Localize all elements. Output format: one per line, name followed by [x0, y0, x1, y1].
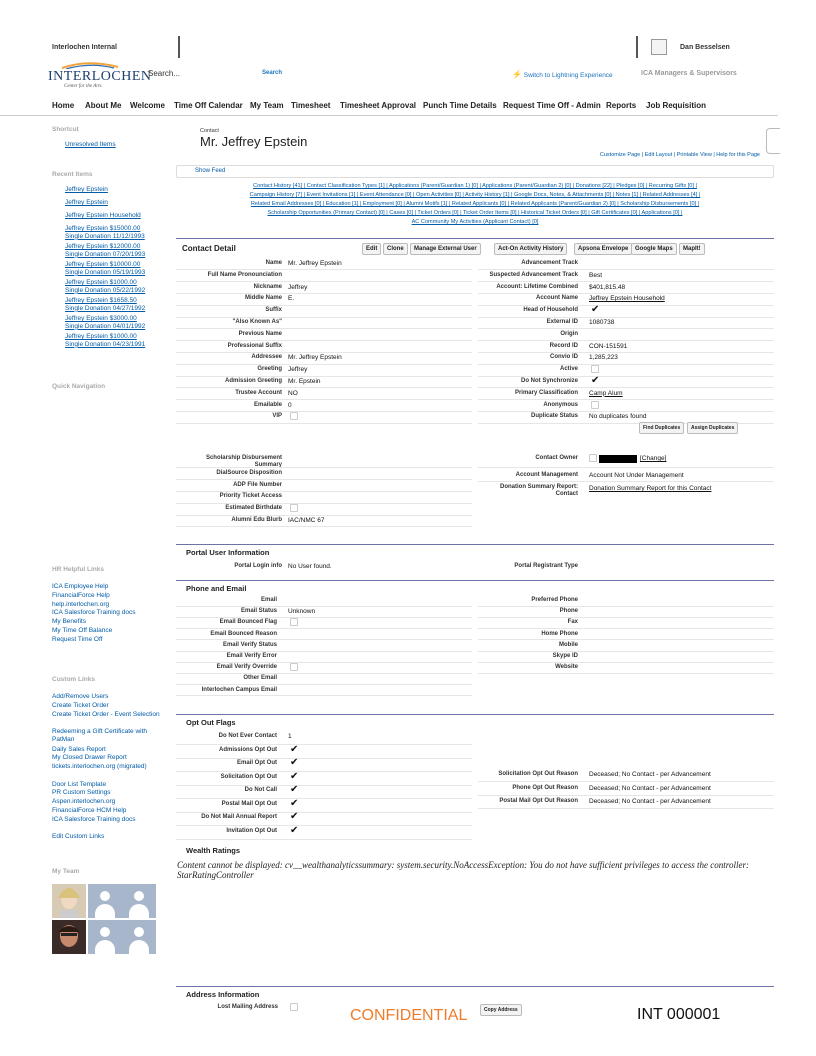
field-label: External ID	[546, 319, 578, 325]
row-divider	[176, 305, 472, 306]
header-divider	[178, 36, 180, 58]
field-label: Other Email	[243, 675, 277, 682]
tab-timesheet-approval[interactable]: Timesheet Approval	[340, 101, 417, 110]
checkbox-unchecked	[290, 663, 298, 671]
logo-tagline: Center for the Arts	[64, 84, 102, 89]
field-label: Email Status	[240, 608, 277, 615]
field-label: Suffix	[265, 307, 282, 314]
field-label: Email Bounced Flag	[219, 619, 277, 626]
field-label: Admission Greeting	[224, 378, 282, 384]
section-divider	[176, 986, 774, 987]
opt-out-section-title: Opt Out Flags	[186, 718, 236, 727]
field-label: Email Verify Error	[226, 653, 277, 659]
row-divider	[478, 352, 774, 353]
checkmark-icon: ✔	[290, 757, 299, 768]
hr-link[interactable]: FinancialForce Help	[52, 591, 110, 599]
row-divider	[478, 628, 774, 629]
portal-section-title: Portal User Information	[186, 548, 270, 557]
related-list-links[interactable]: Scholarship Opportunities (Primary Contact) [0] | Cases [0] | Ticket Orders [0] | Ticket Order Items [0] | Historical Ticket Orders [0] | Gift Certificates [0] | Applications [0] |	[267, 210, 683, 216]
row-divider	[478, 328, 774, 329]
row-divider	[176, 479, 472, 480]
row-divider	[176, 467, 472, 468]
recent-item[interactable]: Jeffrey Epstein $1658.50 Single Donation 04/27/1992	[65, 297, 146, 312]
row-divider	[176, 785, 472, 786]
user-name[interactable]: Dan Besselsen	[680, 44, 730, 51]
field-label: Donation Summary Report: Contact	[499, 484, 578, 497]
custom-link[interactable]: Door List Template	[52, 780, 107, 788]
btn-google-maps[interactable]: Google Maps	[631, 243, 677, 255]
custom-link[interactable]: ICA Salesforce Training docs	[52, 815, 136, 823]
field-value: IAC/NMC 67	[288, 517, 325, 524]
field-label: Alumni Edu Blurb	[231, 517, 282, 523]
checkmark-icon: ✔	[290, 784, 299, 795]
btn-clone[interactable]: Clone	[383, 243, 408, 255]
row-divider	[478, 781, 774, 782]
checkbox-unchecked	[591, 401, 599, 409]
checkbox-unchecked	[589, 454, 597, 462]
field-label: Estimated Birthdate	[225, 505, 282, 512]
field-value: Deceased; No Contact - per Advancement	[589, 785, 711, 792]
photo-avatar	[52, 884, 86, 918]
row-divider	[176, 281, 472, 282]
checkmark-icon: ✔	[290, 811, 299, 822]
row-divider	[176, 825, 472, 826]
field-label: Solicitation Opt Out Reason	[498, 771, 578, 777]
custom-link[interactable]: Create Ticket Order - Event Selection	[52, 710, 160, 718]
row-divider	[478, 269, 774, 270]
record-type-label: Contact	[200, 128, 219, 134]
row-divider	[478, 364, 774, 365]
field-label: Name	[265, 260, 282, 266]
row-divider	[176, 515, 472, 516]
field-label: Solicitation Opt Out	[220, 773, 277, 780]
field-label: VIP	[272, 413, 282, 420]
redacted-owner-name	[599, 455, 637, 463]
team-member-placeholder-avatar[interactable]	[122, 920, 156, 954]
row-divider	[478, 481, 774, 482]
photo-avatar	[52, 920, 86, 954]
row-divider	[478, 340, 774, 341]
app-name[interactable]: ICA Managers & Supervisors	[641, 70, 737, 77]
field-label: Home Phone	[541, 630, 578, 637]
field-label: Phone Opt Out Reason	[512, 785, 578, 791]
person-icon-body	[129, 940, 149, 954]
tab-time-off-calendar[interactable]: Time Off Calendar	[174, 101, 243, 110]
row-divider	[176, 340, 472, 341]
row-divider	[176, 839, 472, 840]
field-value: 1	[288, 733, 292, 740]
custom-link[interactable]: Add/Remove Users	[52, 693, 109, 700]
row-divider	[176, 662, 472, 663]
address-section-title: Address Information	[186, 990, 260, 999]
tab-home[interactable]: Home	[52, 101, 75, 110]
custom-link[interactable]: PR Custom Settings	[52, 789, 111, 797]
person-icon-head	[134, 891, 144, 901]
my-team-title: My Team	[52, 868, 80, 875]
row-divider	[176, 639, 472, 640]
custom-link[interactable]: tickets.interlochen.org (migrated)	[52, 763, 147, 770]
field-value: Account Not Under Management	[589, 472, 684, 479]
btn-edit[interactable]: Edit	[362, 243, 381, 255]
header-divider	[636, 36, 638, 58]
field-label: Greeting	[257, 366, 282, 373]
field-label: Postal Mail Opt Out	[221, 800, 277, 807]
field-label: Account Management	[515, 472, 578, 478]
field-value: Unknown	[288, 608, 316, 616]
user-avatar[interactable]	[651, 39, 667, 55]
confidential-stamp: CONFIDENTIAL	[350, 1007, 468, 1024]
row-divider	[478, 639, 774, 640]
row-divider	[176, 399, 472, 400]
field-value: Best	[589, 271, 603, 279]
field-value: CON-151591	[589, 342, 628, 350]
field-value: Deceased; No Contact - per Advancement	[589, 798, 711, 805]
row-divider	[176, 317, 472, 318]
row-divider	[176, 673, 472, 674]
field-label: Email Bounced Reason	[210, 630, 277, 637]
checkbox-unchecked	[290, 618, 298, 626]
field-label: Addressee	[251, 354, 282, 361]
field-label: Record ID	[549, 342, 578, 349]
interlochen-logo[interactable]	[48, 63, 152, 93]
related-list-links[interactable]: Campaign History [7] | Event Invitations [1] | Event Attendance [0] | Open Activities [0] | Activity History [1] | Google Docs, Notes, & Attachments [0] | Notes [1] | Related Addresses [4] |	[249, 192, 701, 198]
copy-address-button[interactable]: Copy Address	[480, 1004, 522, 1016]
checkmark-icon: ✔	[290, 797, 299, 809]
row-divider	[176, 423, 472, 424]
row-divider	[176, 411, 472, 412]
recent-item[interactable]: Jeffrey Epstein $15000.00 Single Donation 11/12/1993	[65, 225, 145, 240]
field-label: Email	[260, 597, 277, 603]
row-divider	[176, 352, 472, 353]
recent-item[interactable]: Jeffrey Epstein $3000.00 Single Donation 04/01/1992	[65, 315, 146, 330]
row-divider	[478, 281, 774, 282]
section-divider	[176, 580, 774, 581]
search-button[interactable]: Search	[262, 70, 283, 76]
hr-links-title: HR Helpful Links	[52, 566, 105, 573]
field-label: Portal Registrant Type	[514, 563, 578, 569]
row-divider	[478, 317, 774, 318]
field-label: Anonymous	[543, 401, 578, 408]
recent-item[interactable]: Jeffrey Epstein Household	[65, 212, 141, 219]
tab-reports[interactable]: Reports	[606, 101, 637, 110]
row-divider	[478, 293, 774, 294]
person-icon-body	[129, 904, 149, 918]
team-member-placeholder-avatar[interactable]	[88, 920, 122, 954]
field-label: Do Not Call	[244, 787, 277, 793]
bates-number: INT 000001	[637, 1006, 721, 1023]
person-icon-head	[100, 891, 110, 901]
find-duplicates-button[interactable]: Find Duplicates	[639, 422, 684, 434]
checkmark-icon: ✔	[591, 304, 600, 316]
hr-link[interactable]: Request Time Off	[52, 635, 103, 643]
field-label: Invitation Opt Out	[226, 827, 277, 834]
field-label: Scholarship Disbursement Summary	[205, 455, 282, 468]
row-divider	[176, 684, 472, 685]
field-label: Email Verify Status	[222, 641, 277, 648]
row-divider	[176, 526, 472, 527]
team-member-avatar[interactable]	[52, 884, 86, 918]
field-label: Trustee Account	[235, 389, 282, 396]
field-label: Email Opt Out	[236, 760, 277, 766]
switch-label: Switch to Lightning Experience	[523, 72, 613, 79]
row-divider	[176, 328, 472, 329]
change-owner-link[interactable]: [Change]	[640, 455, 667, 462]
checkbox-unchecked	[591, 365, 599, 373]
row-divider	[176, 364, 472, 365]
row-divider	[176, 744, 472, 745]
field-label: Nickname	[253, 283, 282, 290]
logo-word: INTERLOCHEN	[48, 69, 152, 84]
field-label: Emailable	[253, 401, 282, 408]
btn-mapit-[interactable]: MapIt!	[679, 243, 705, 255]
person-icon-body	[95, 940, 115, 954]
field-label: Do Not Synchronize	[520, 378, 578, 384]
row-divider	[176, 387, 472, 388]
field-label: Preferred Phone	[531, 597, 578, 603]
search-input[interactable]: Search...	[148, 69, 181, 78]
row-divider	[478, 399, 774, 400]
tab-timesheet[interactable]: Timesheet	[291, 101, 331, 110]
row-divider	[176, 812, 472, 813]
btn-apsona-envelope[interactable]: Apsona Envelope	[574, 243, 632, 255]
team-member-avatar[interactable]	[52, 920, 86, 954]
hr-link[interactable]: My Time Off Balance	[52, 627, 113, 634]
field-value: NO	[288, 389, 298, 397]
custom-link[interactable]: My Closed Drawer Report	[52, 754, 127, 762]
hr-link[interactable]: ICA Salesforce Training docs	[52, 609, 136, 617]
checkmark-icon: ✔	[290, 824, 299, 836]
wealth-ratings-title: Wealth Ratings	[186, 846, 241, 855]
field-label: Skype ID	[552, 653, 578, 659]
field-label: Suspected Advancement Track	[489, 271, 578, 278]
field-label: Contact Owner	[535, 455, 578, 461]
feed-bar	[176, 165, 774, 178]
row-divider	[176, 606, 472, 607]
field-label: Email Verify Override	[216, 664, 277, 671]
checkmark-icon: ✔	[290, 743, 299, 755]
field-label: Origin	[560, 330, 578, 337]
row-divider	[176, 771, 472, 772]
hr-link[interactable]: My Benefits	[52, 618, 86, 626]
row-divider	[176, 617, 472, 618]
row-divider	[176, 503, 472, 504]
custom-link[interactable]: Daily Sales Report	[52, 745, 106, 753]
field-value: Mr. Jeffrey Epstein	[288, 354, 342, 362]
recent-item[interactable]: Jeffrey Epstein	[65, 199, 108, 206]
row-divider	[478, 662, 774, 663]
team-member-placeholder-avatar[interactable]	[88, 884, 122, 918]
person-icon-head	[100, 927, 110, 937]
field-value: 1080738	[589, 319, 615, 326]
field-label: DialSource Disposition	[216, 469, 282, 476]
custom-link[interactable]: Redeeming a Gift Certificate with PatMan	[52, 728, 148, 743]
field-label: Phone	[559, 608, 578, 615]
custom-link[interactable]: Aspen.interlochen.org	[52, 798, 116, 805]
checkbox-unchecked	[290, 1003, 298, 1011]
custom-link[interactable]: Create Ticket Order	[52, 701, 109, 709]
field-label: Postal Mail Opt Out Reason	[499, 798, 578, 804]
tab-request-time-off-admin[interactable]: Request Time Off - Admin	[503, 101, 601, 110]
row-divider	[478, 808, 774, 809]
checkbox-unchecked	[290, 504, 298, 512]
row-divider	[478, 305, 774, 306]
field-label: Fax	[567, 619, 578, 626]
related-list-links[interactable]: Related Email Addresses [0] | Education [1] | Employment [0] | Alumni Motifs [1] | Related Applicants [0] | Related Applicants (Parent/Guardian 2) [0] | Scholarship Disbursements [0] |	[250, 201, 700, 207]
recent-item[interactable]: Jeffrey Epstein $1000.00 Single Donation 04/23/1991	[65, 333, 146, 348]
row-divider	[176, 491, 472, 492]
row-divider	[478, 387, 774, 388]
contact-detail-title: Contact Detail	[182, 244, 236, 253]
field-label: Advancement Track	[521, 260, 578, 266]
sidebar-link[interactable]: Unresolved Items	[65, 141, 116, 148]
field-label: Priority Ticket Access	[219, 493, 282, 500]
field-label: Do Not Mail Annual Report	[201, 814, 277, 820]
row-divider	[176, 376, 472, 377]
checkmark-icon: ✔	[290, 770, 299, 782]
field-label: Full Name Pronounciation	[207, 271, 282, 278]
switch-lightning-link[interactable]	[512, 70, 613, 79]
shortcut-title: Shortcut	[52, 126, 79, 133]
tab-my-team[interactable]: My Team	[250, 101, 284, 110]
right-edge-widget[interactable]	[766, 128, 780, 154]
field-value: Mr. Jeffrey Epstein	[288, 260, 342, 267]
row-divider	[478, 617, 774, 618]
field-value[interactable]: Camp Alum	[589, 389, 623, 397]
row-divider	[478, 606, 774, 607]
checkbox-unchecked	[290, 412, 298, 420]
section-divider	[176, 544, 774, 545]
field-value: 0	[288, 401, 292, 409]
field-label: Convio ID	[550, 354, 578, 361]
row-divider	[478, 376, 774, 377]
person-icon-body	[95, 904, 115, 918]
tab-punch-time-details[interactable]: Punch Time Details	[423, 101, 497, 110]
field-label: Admissions Opt Out	[218, 746, 277, 753]
related-list-links[interactable]: AC Community My Activities (Applicant Contact) [0]	[411, 219, 539, 225]
row-divider	[176, 628, 472, 629]
assign-duplicates-button[interactable]: Assign Duplicates	[687, 422, 738, 434]
row-divider	[176, 758, 472, 759]
row-divider	[478, 467, 774, 468]
phone-email-section-title: Phone and Email	[186, 584, 247, 593]
related-list-links[interactable]: Contact History [41] | Contact Classification Types [1] | Applications (Parent/Guardian 1) [0] | Applications (Parent/Guardian 2) [0] | Donations [22] | Pledges [0] | Recurring Gifts [0] |	[253, 183, 697, 189]
field-label: ADP File Number	[233, 481, 282, 488]
field-label: Duplicate Status	[530, 413, 578, 420]
row-divider	[478, 651, 774, 652]
field-label: Previous Name	[238, 330, 282, 337]
btn-act-on-activity-history[interactable]: Act-On Activity History	[494, 243, 567, 255]
quick-navigation-title: Quick Navigation	[52, 383, 106, 390]
row-divider	[176, 651, 472, 652]
field-label: Lost Mailing Address	[217, 1004, 278, 1010]
row-divider	[478, 411, 774, 412]
page-utility-links[interactable]: Customize Page | Edit Layout | Printable View | Help for this Page	[599, 152, 760, 158]
row-divider	[176, 695, 472, 696]
show-feed-link[interactable]: Show Feed	[195, 168, 226, 174]
field-label: Website	[555, 664, 578, 671]
field-value: E.	[288, 295, 295, 303]
tab-job-requisition[interactable]: Job Requisition	[646, 101, 706, 110]
logo-swoosh	[48, 61, 134, 69]
field-label: Middle Name	[244, 295, 282, 302]
field-value: 1,285,223	[589, 354, 618, 362]
field-label: "Also Known As"	[232, 319, 282, 325]
field-value: No User found.	[288, 563, 332, 570]
section-divider	[176, 238, 774, 239]
field-label: Primary Classification	[514, 389, 578, 396]
field-value: Jeffrey	[288, 283, 308, 291]
field-label: Mobile	[559, 641, 578, 648]
recent-item[interactable]: Jeffrey Epstein $12000.00 Single Donation 07/20/1993	[65, 243, 146, 258]
row-divider	[478, 795, 774, 796]
wealth-error-message: Content cannot be displayed: cv__wealthanalyticssummary: system.security.NoAccessException: You do not have sufficient privileges to access the controller: StarRatingController	[177, 860, 749, 880]
row-divider	[176, 269, 472, 270]
field-value[interactable]: Jeffrey Epstein Household	[589, 295, 665, 303]
field-label: Account Name	[535, 295, 578, 302]
custom-link[interactable]: Edit Custom Links	[52, 833, 105, 840]
btn-manage-external-user[interactable]: Manage External User	[410, 243, 481, 255]
custom-link[interactable]: FinancialForce HCM Help	[52, 806, 127, 814]
row-divider	[176, 798, 472, 799]
row-divider	[176, 293, 472, 294]
custom-links-title: Custom Links	[52, 676, 95, 683]
recent-item[interactable]: Jeffrey Epstein $10000.00 Single Donation 05/19/1993	[65, 261, 146, 276]
recent-items-title: Recent Items	[52, 171, 93, 178]
field-label: Do Not Ever Contact	[218, 733, 277, 739]
section-divider	[176, 714, 774, 715]
org-name: Interlochen Internal	[52, 44, 117, 51]
field-label: Active	[559, 366, 578, 373]
recent-item[interactable]: Jeffrey Epstein $1000.00 Single Donation 05/22/1992	[65, 279, 146, 294]
row-divider	[478, 673, 774, 674]
field-value: Mr. Epstein	[288, 378, 321, 385]
field-label: Account: Lifetime Combined	[496, 283, 578, 290]
contact-name-title: Mr. Jeffrey Epstein	[200, 134, 308, 149]
field-label: Interlochen Campus Email	[201, 686, 277, 693]
person-icon-head	[134, 927, 144, 937]
recent-item[interactable]: Jeffrey Epstein	[65, 186, 108, 193]
field-value: No duplicates found	[589, 413, 647, 421]
checkmark-icon: ✔	[591, 375, 600, 386]
team-member-placeholder-avatar[interactable]	[122, 884, 156, 918]
tab-welcome[interactable]: Welcome	[130, 101, 165, 110]
field-value: Deceased; No Contact - per Advancement	[589, 771, 711, 778]
tab-about-me[interactable]: About Me	[85, 101, 122, 110]
field-label: Portal Login info	[234, 563, 282, 569]
lightning-icon: ⚡	[512, 70, 522, 79]
donation-summary-link[interactable]: Donation Summary Report for this Contact	[589, 485, 712, 492]
field-label: Professional Suffix	[227, 342, 282, 349]
hr-link[interactable]: help.interlochen.org	[52, 600, 110, 608]
hr-link[interactable]: ICA Employee Help	[52, 583, 109, 590]
field-value: Jeffrey	[288, 366, 308, 374]
field-label: Head of Household	[523, 307, 578, 314]
field-value: $401,815.48	[589, 283, 626, 291]
